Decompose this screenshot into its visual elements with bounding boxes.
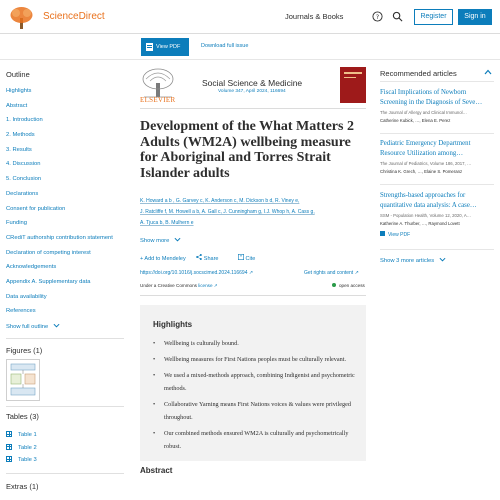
extras-heading: Extras (1) [6,482,39,491]
pdf-icon [380,231,385,236]
cite-label: Cite [245,255,256,262]
journal-cover-image[interactable] [340,67,366,103]
share-icon [196,254,202,260]
recommended-article-source: The Journal of Allergy and Clinical Immunol… [380,110,467,115]
share-button[interactable] [196,256,229,262]
table-link[interactable] [6,444,37,457]
sidebar-divider [6,406,124,407]
recommended-article-title[interactable]: Strengths-based approaches for quantitative data analysis: A case… [380,192,477,209]
journal-volume-link[interactable]: Volume 347, April 2024, 116694 [218,89,286,94]
outline-list [6,87,113,322]
quote-icon [238,254,244,260]
chevron-down-icon [174,237,181,242]
figures-heading: Figures (1) [6,346,43,355]
recommended-article-source: The Journal of Pediatrics, Volume 186, 2017, … [380,161,472,166]
rights-and-content-link[interactable] [304,270,359,276]
help-icon[interactable] [372,11,383,22]
outline-item[interactable]: Highlights [6,88,32,94]
recommended-article[interactable] [380,191,494,238]
register-button[interactable]: Register [414,9,453,25]
table-icon [6,444,12,450]
sign-in-button[interactable]: Sign in [458,9,492,25]
article-title: Development of the What Matters 2 Adults (WM2A) wellbeing measure for Aboriginal and Torres Strait Islander adults [140,119,354,181]
view-pdf-button[interactable] [141,38,189,56]
open-access-badge [332,283,365,288]
divider [380,249,494,250]
outline-item[interactable]: Abstract [6,102,28,109]
elsevier-tree-logo-icon[interactable] [7,6,37,30]
svg-text:?: ? [375,12,380,21]
journal-title-link[interactable]: Social Science & Medicine [202,78,303,88]
outline-item[interactable]: Declaration of competing interest [6,249,91,256]
outline-item[interactable]: Acknowledgements [6,264,57,271]
figure-diagram-icon [7,360,39,400]
author-line[interactable]: A. Tjuca b, B. Mulhern e [140,220,194,226]
share-label: Share [203,255,219,262]
license-statement [140,283,218,289]
external-link-icon: ↗ [212,283,218,288]
chevron-up-icon[interactable] [484,69,492,75]
top-header [0,0,500,34]
chevron-down-icon [439,257,446,262]
search-icon[interactable] [392,11,403,22]
cite-button[interactable] [238,256,264,262]
outline-item[interactable]: 2. Methods [6,132,35,139]
recommended-article-authors: Katherine A. Thurber, …, Raymond Lovett [380,221,460,226]
outline-item[interactable]: 1. Introduction [6,117,43,124]
elsevier-wordmark: ELSEVIER [140,96,176,104]
chevron-down-icon [53,323,60,328]
tables-list [6,431,37,469]
highlight-item: • Wellbeing measures for First Nations peoples must be culturally relevant. [153,353,358,366]
outline-item[interactable]: 5. Conclusion [6,176,42,183]
table-label: Table 2 [18,444,37,451]
brand-link[interactable]: ScienceDirect [43,11,105,22]
recommended-heading: Recommended articles [380,69,457,78]
table-label: Table 3 [18,457,37,463]
show-more-articles-label: Show 3 more articles [380,258,435,264]
open-access-icon [332,283,336,287]
divider [140,108,366,109]
divider [380,81,494,82]
doi-text: https://doi.org/10.1016/j.socscimed.2024.116694 [140,270,248,276]
abstract-heading: Abstract [140,466,173,475]
highlights-list [153,337,358,456]
outline-heading: Outline [6,70,30,79]
article-toolbar [0,34,500,60]
show-more-button[interactable] [140,237,181,244]
show-full-outline-button[interactable] [6,323,60,330]
recommended-article[interactable] [380,88,494,123]
divider [140,295,366,296]
add-to-mendeley-button[interactable]: + Add to Mendeley [140,255,186,262]
outline-item[interactable]: Consent for publication [6,205,66,212]
highlight-item: • Our combined methods ensured WM2A is culturally and psychometrically robust. [153,427,358,453]
author-list [140,196,370,229]
table-link[interactable] [6,431,37,444]
outline-item[interactable]: Funding [6,220,27,227]
sidebar-divider [6,338,124,339]
highlight-item: • Collaborative Yarning means First Nations voices & values were privileged throughout. [153,398,358,424]
sidebar-divider [6,473,124,474]
divider [380,184,494,185]
figure-thumbnail[interactable] [6,359,40,401]
divider [380,133,494,134]
outline-item[interactable]: CRediT authorship contribution statement [6,234,113,241]
highlight-item: • Wellbeing is culturally bound. [153,337,358,350]
outline-item[interactable]: Appendix A. Supplementary data [6,278,91,285]
author-line[interactable]: K. Howard a b , G. Garvey c, K. Anderson c, M. Dickson b d, R. Viney e, [140,198,300,204]
article-actions [140,254,273,262]
author-line[interactable]: J. Ratcliffe f, M. Howell a b, A. Gall c, J. Cunningham g, I.J. Whop h, A. Cass g, [140,209,315,215]
view-pdf-link[interactable] [380,231,494,238]
show-more-articles-button[interactable] [380,257,446,264]
rights-text: Get rights and content [304,270,354,276]
table-link[interactable] [6,456,37,469]
outline-item[interactable]: Declarations [6,190,39,197]
recommended-article-title[interactable]: Fiscal Implications of Newborn Screening in the Diagnosis of Seve… [380,89,483,106]
svg-text:": " [239,255,243,260]
highlights-heading: Highlights [153,320,193,329]
table-label: Table 1 [18,432,37,438]
pdf-icon [146,43,153,51]
recommended-article-authors: Christina K. Grech, …, Elaine S. Pomeranz [380,169,463,174]
recommended-article-source: SSM - Population Health, Volume 12, 2020, A… [380,213,472,218]
recommended-article-title[interactable]: Pediatric Emergency Department Resource Utilization among… [380,140,471,157]
view-pdf-label: View PDF [156,44,181,50]
license-prefix: Under a Creative Commons [140,283,199,288]
view-pdf-label: View PDF [388,232,411,238]
show-more-label: Show more [140,238,170,244]
open-access-label: open access [339,283,365,288]
table-icon [6,431,12,437]
tables-heading: Tables (3) [6,412,39,421]
recommended-article[interactable] [380,139,494,174]
doi-link[interactable] [140,270,253,276]
external-link-icon: ↗ [354,270,359,276]
outline-item[interactable]: 4. Discussion [6,161,41,168]
download-full-issue-link[interactable]: Download full issue [201,43,249,49]
outline-item[interactable]: 3. Results [6,146,32,153]
license-link[interactable]: license [198,283,213,288]
outline-item[interactable]: Data availability [6,293,47,300]
outline-item[interactable]: References [6,308,36,315]
external-link-icon: ↗ [248,270,254,276]
show-full-outline-label: Show full outline [6,324,49,330]
highlight-item: • We used a mixed-methods approach, combining Indigenist and psychometric methods. [153,369,358,395]
recommended-article-authors: Catherine Kubick, …, Elena E. Perez [380,118,451,123]
journals-books-link[interactable]: Journals & Books [285,12,344,21]
table-icon [6,456,12,462]
